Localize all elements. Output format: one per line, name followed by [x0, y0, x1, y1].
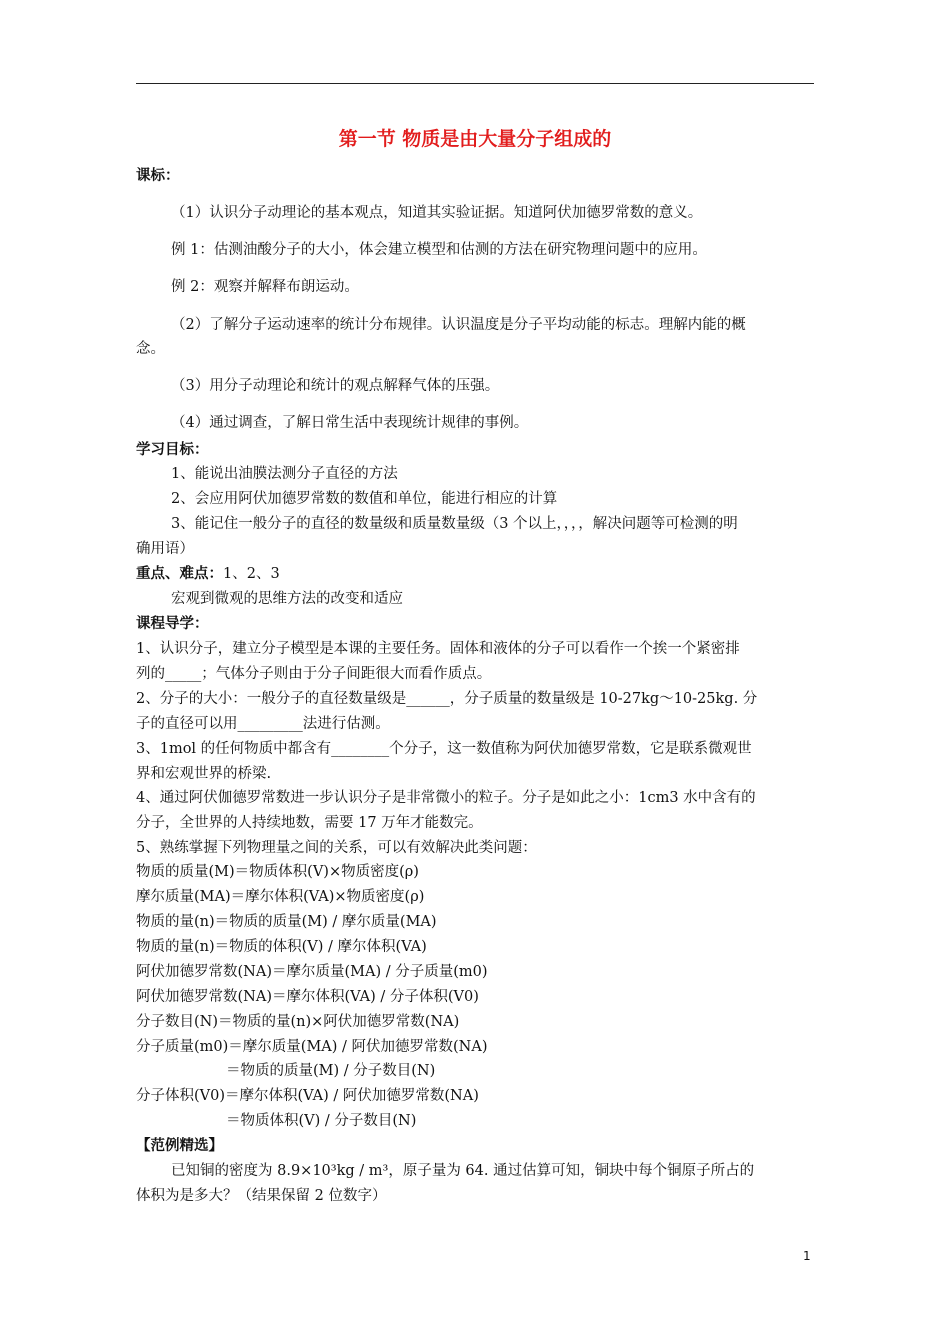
- formula-4: 物质的量(n)＝物质的体积(V) / 摩尔体积(VA): [136, 939, 427, 955]
- example-question-1: 已知铜的密度为 8.9×10³kg / m³，原子量为 64. 通过估算可知，铜块中每个铜原子所占的: [171, 1163, 755, 1179]
- formula-8: 分子质量(m0)＝摩尔质量(MA) / 阿伏加德罗常数(NA): [136, 1039, 488, 1055]
- formula-9: ＝物质的质量(M) / 分子数目(N): [226, 1063, 436, 1079]
- goal-1: 1、能说出油膜法测分子直径的方法: [171, 466, 398, 482]
- guide-p4a: 4、通过阿伏伽德罗常数进一步认识分子是非常微小的粒子。分子是如此之小：1cm3 水中含有的: [136, 790, 756, 806]
- guide-p1a: 1、认识分子，建立分子模型是本课的主要任务。固体和液体的分子可以看作一个挨一个紧密排: [136, 641, 740, 657]
- page-number: 1: [803, 1249, 811, 1263]
- kebiao-line-4b: 念。: [136, 341, 165, 357]
- guide-p2b: 子的直径可以用_________法进行估测。: [136, 716, 390, 732]
- guide-heading: 课程导学：: [136, 616, 209, 632]
- formula-11: ＝物质体积(V) / 分子数目(N): [226, 1113, 417, 1129]
- goals-heading: 学习目标：: [136, 442, 209, 458]
- guide-p1b: 列的_____；气体分子则由于分子间距很大而看作质点。: [136, 666, 492, 682]
- goal-3b: 确用语）: [136, 541, 194, 557]
- kebiao-heading: 课标：: [136, 168, 180, 184]
- key-heading: 重点、难点：: [136, 566, 223, 582]
- key-points-line: [136, 564, 280, 584]
- goal-2: 2、会应用阿伏加德罗常数的数值和单位，能进行相应的计算: [171, 491, 558, 507]
- guide-p3a: 3、1mol 的任何物质中都含有________个分子，这一数值称为阿伏加德罗常数，它是联系微观世: [136, 741, 752, 757]
- kebiao-line-5: （3）用分子动理论和统计的观点解释气体的压强。: [171, 378, 500, 394]
- example-heading: 【范例精选】: [136, 1138, 223, 1154]
- kebiao-line-1: （1）认识分子动理论的基本观点，知道其实验证据。知道阿伏加德罗常数的意义。: [171, 205, 703, 221]
- page-title: 第一节 物质是由大量分子组成的: [338, 128, 612, 150]
- header-rule: [136, 83, 814, 84]
- key-value: 1、2、3: [223, 566, 280, 582]
- kebiao-line-2: 例 1：估测油酸分子的大小，体会建立模型和估测的方法在研究物理问题中的应用。: [171, 242, 707, 258]
- example-question-2: 体积为是多大？（结果保留 2 位数字）: [136, 1188, 387, 1204]
- formula-1: 物质的质量(M)＝物质体积(V)×物质密度(ρ): [136, 864, 419, 880]
- formula-7: 分子数目(N)＝物质的量(n)×阿伏加德罗常数(NA): [136, 1014, 460, 1030]
- formula-6: 阿伏加德罗常数(NA)＝摩尔体积(VA) / 分子体积(V0): [136, 989, 479, 1005]
- key-extra: 宏观到微观的思维方法的改变和适应: [171, 591, 403, 607]
- kebiao-line-3: 例 2：观察并解释布朗运动。: [171, 279, 359, 295]
- guide-p3b: 界和宏观世界的桥梁.: [136, 766, 272, 782]
- formula-2: 摩尔质量(MA)＝摩尔体积(VA)×物质密度(ρ): [136, 889, 425, 905]
- goal-3a: 3、能记住一般分子的直径的数量级和质量数量级（3 个以上，，，，解决问题等可检测的明: [171, 516, 738, 532]
- guide-p2a: 2、分子的大小：一般分子的直径数量级是______，分子质量的数量级是 10-27kg～10-25kg. 分: [136, 691, 758, 707]
- kebiao-line-6: （4）通过调查，了解日常生活中表现统计规律的事例。: [171, 415, 529, 431]
- kebiao-line-4a: （2）了解分子运动速率的统计分布规律。认识温度是分子平均动能的标志。理解内能的概: [171, 317, 746, 333]
- formula-10: 分子体积(V0)＝摩尔体积(VA) / 阿伏加德罗常数(NA): [136, 1088, 479, 1104]
- guide-p4b: 分子，全世界的人持续地数，需要 17 万年才能数完。: [136, 815, 483, 831]
- guide-p5: 5、熟练掌握下列物理量之间的关系，可以有效解决此类问题：: [136, 840, 537, 856]
- formula-3: 物质的量(n)＝物质的质量(M) / 摩尔质量(MA): [136, 914, 437, 930]
- formula-5: 阿伏加德罗常数(NA)＝摩尔质量(MA) / 分子质量(m0): [136, 964, 488, 980]
